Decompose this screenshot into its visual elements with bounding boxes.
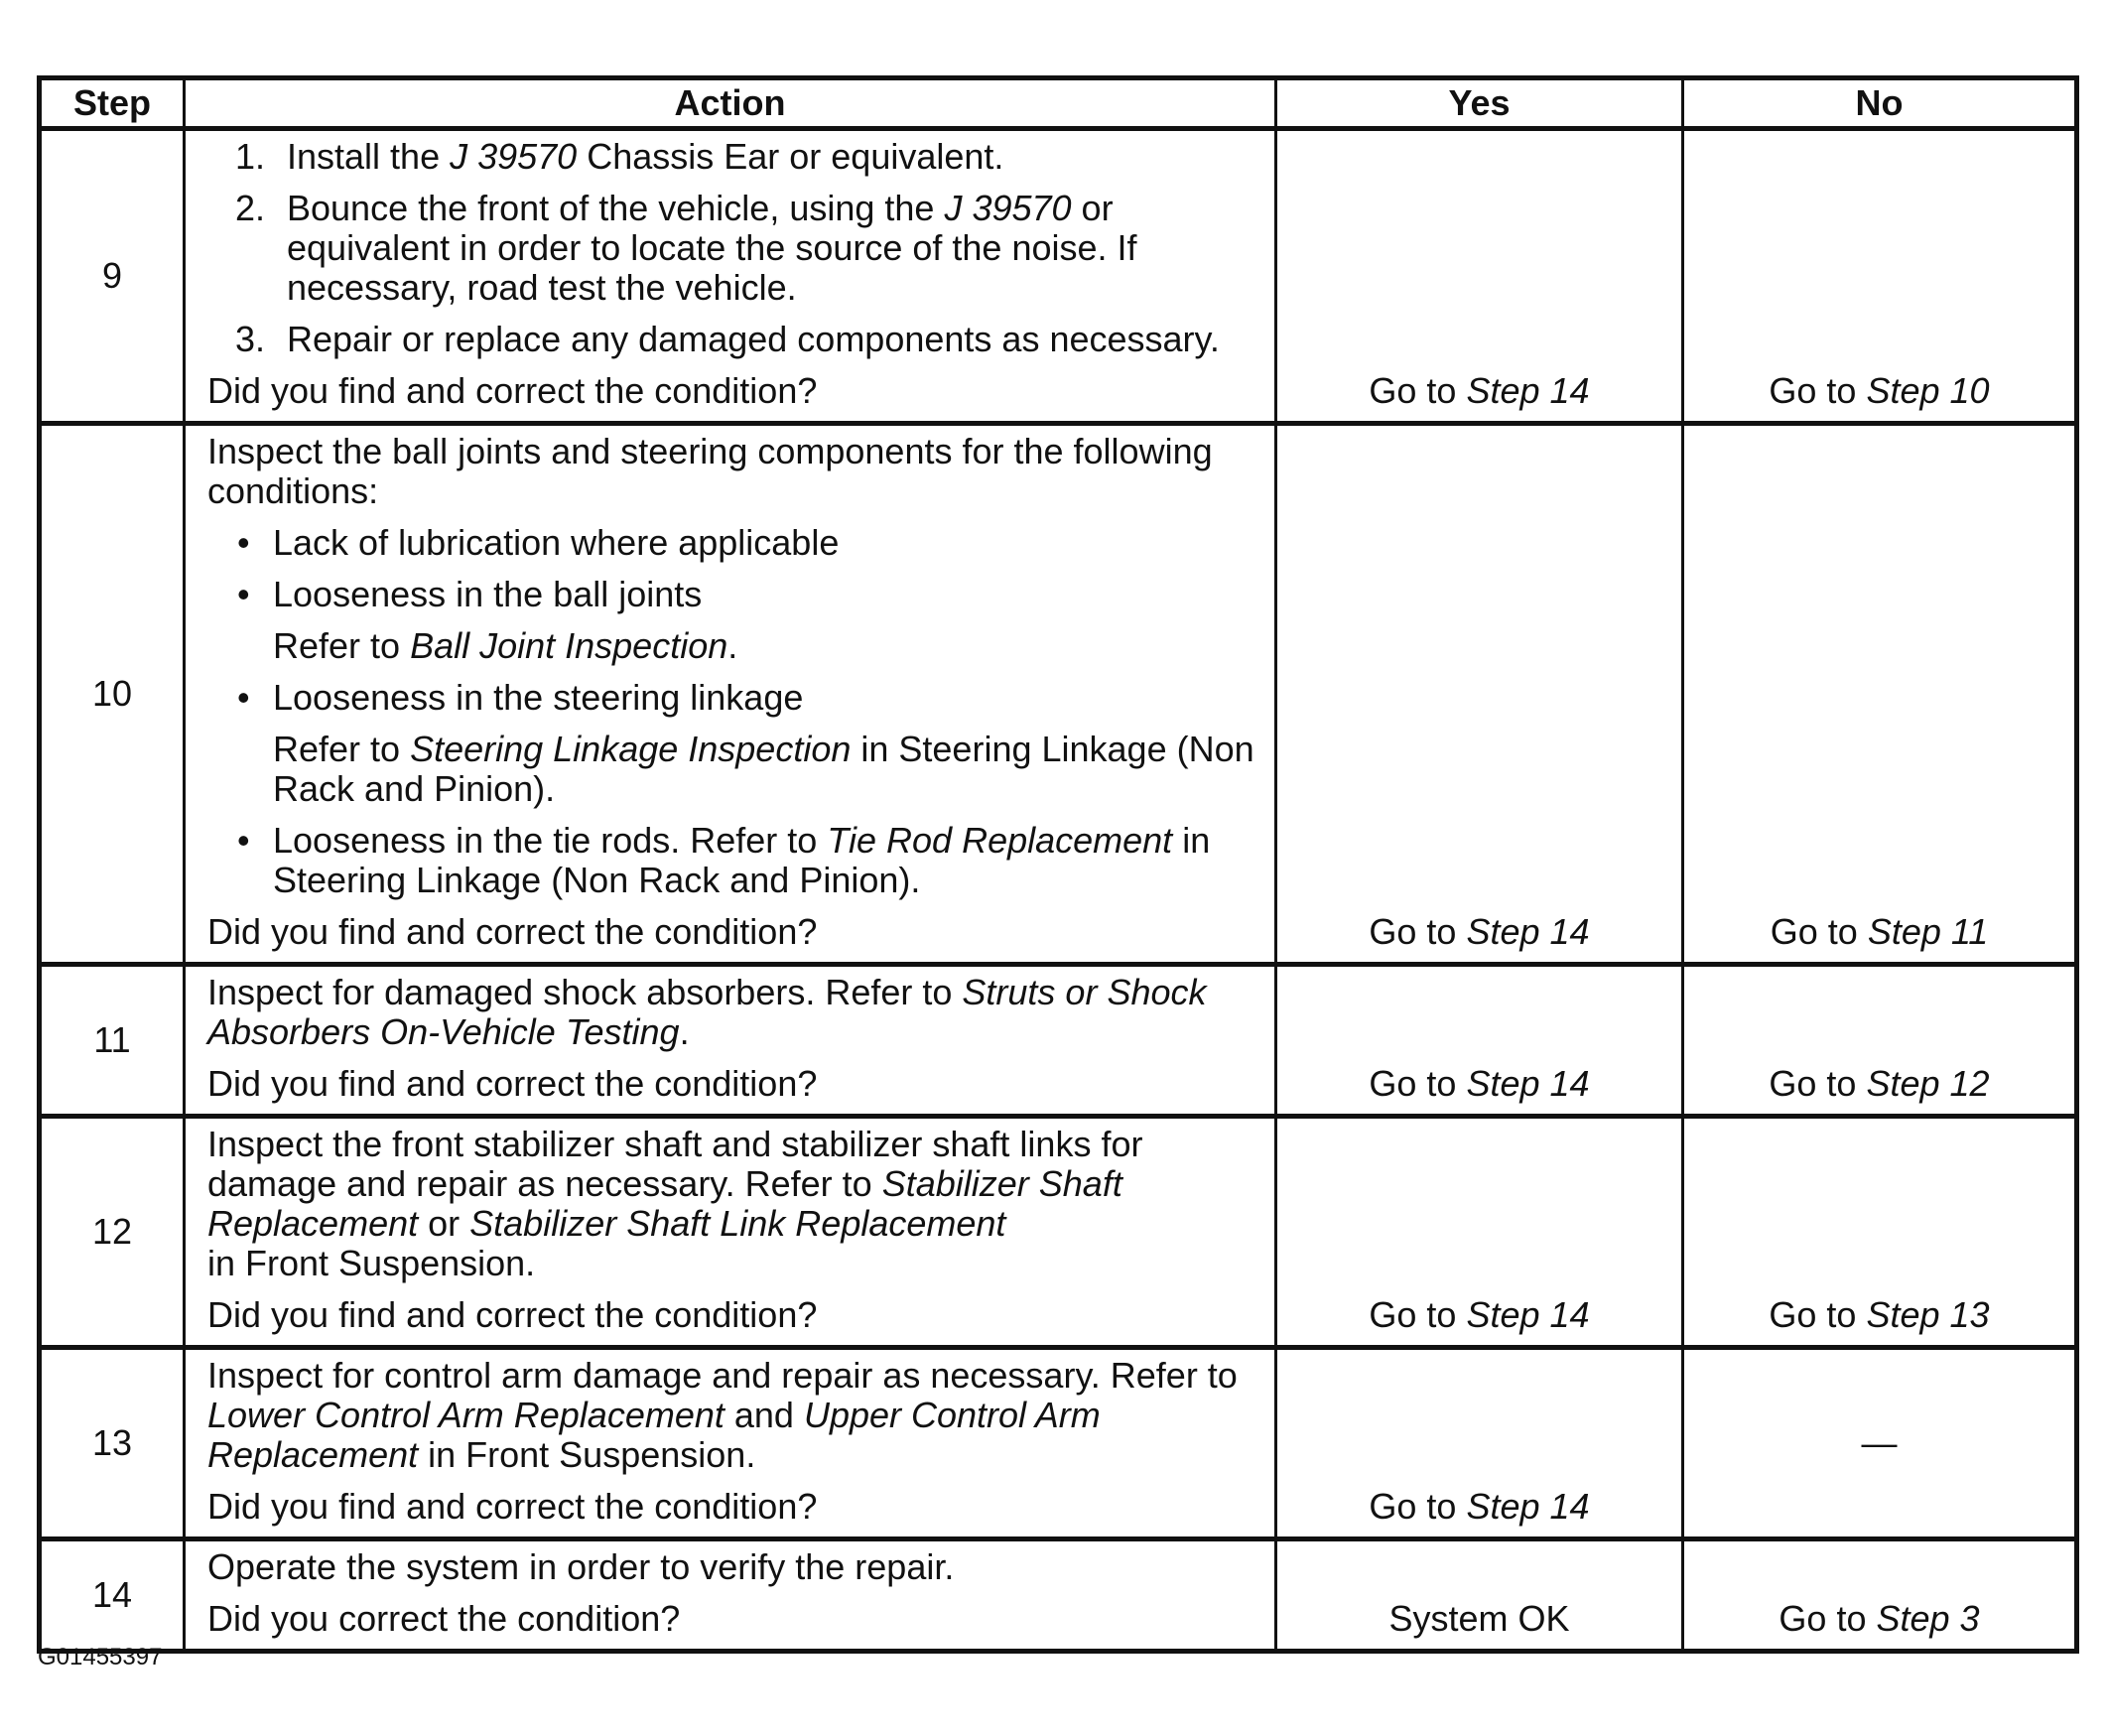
goto-prefix: Go to	[1369, 1063, 1467, 1104]
header-row	[40, 78, 2077, 129]
goto-prefix: Go to	[1369, 911, 1467, 952]
list-item	[207, 523, 1260, 563]
action-cell	[185, 129, 1276, 424]
procedure-link[interactable]: Stabilizer Shaft Replacement	[207, 1163, 1122, 1244]
intro-text: Inspect the ball joints and steering components for the following conditions:	[207, 431, 1213, 511]
reference-text	[207, 730, 1260, 809]
bullet-icon: •	[237, 820, 250, 861]
goto-prefix: Go to	[1779, 1598, 1877, 1639]
no-cell	[1683, 1539, 2077, 1652]
text-segment: or	[418, 1203, 470, 1244]
procedure-link[interactable]: Lower Control Arm Replacement	[207, 1395, 725, 1435]
yes-cell	[1276, 1348, 1683, 1539]
action-text: Operate the system in order to verify the repair.	[207, 1546, 955, 1587]
item-text: Lack of lubrication where applicable	[273, 522, 840, 563]
item-text: Looseness in the ball joints	[273, 574, 703, 614]
no-cell	[1683, 965, 2077, 1117]
list-item	[207, 189, 1260, 308]
table-row-step-13	[40, 1348, 2077, 1539]
list-item	[207, 821, 1260, 900]
yes-cell	[1276, 965, 1683, 1117]
header-action: Action	[185, 78, 1276, 129]
action-text	[207, 973, 1260, 1052]
step-link[interactable]: Step 14	[1466, 1063, 1590, 1104]
item-text: Chassis Ear or equivalent.	[577, 136, 1004, 177]
action-cell	[185, 1117, 1276, 1348]
question-text: Did you find and correct the condition?	[207, 911, 818, 952]
list-item	[207, 320, 1260, 359]
procedure-link[interactable]: Upper Control Arm Replacement	[207, 1395, 1101, 1475]
step-link[interactable]: Step 3	[1876, 1598, 1980, 1639]
item-text: Install the	[287, 136, 451, 177]
step-link[interactable]: Step 14	[1466, 1486, 1590, 1527]
action-cell	[185, 1348, 1276, 1539]
text-segment: in Front Suspension.	[418, 1434, 756, 1475]
action-cell	[185, 965, 1276, 1117]
step-link[interactable]: Step 14	[1466, 1294, 1590, 1335]
text-segment: Inspect for control arm damage and repair as necessary. Refer to	[207, 1355, 1238, 1396]
no-cell	[1683, 1117, 2077, 1348]
procedure-link[interactable]: Steering Linkage Inspection	[410, 729, 852, 769]
no-cell	[1683, 424, 2077, 965]
text-segment: .	[679, 1011, 690, 1052]
table-row-step-10	[40, 424, 2077, 965]
text-segment: Inspect for damaged shock absorbers. Refer to	[207, 972, 963, 1012]
step-link[interactable]: Step 12	[1866, 1063, 1990, 1104]
refer-prefix: Refer to	[273, 625, 411, 666]
header-yes: Yes	[1276, 78, 1683, 129]
list-item	[207, 137, 1260, 177]
item-number: 3.	[235, 319, 266, 359]
item-text: in Steering Linkage (Non Rack and Pinion).	[273, 820, 1211, 900]
step-number: 12	[40, 1117, 185, 1348]
goto-prefix: Go to	[1769, 1294, 1867, 1335]
procedure-link[interactable]: Ball Joint Inspection	[410, 625, 728, 666]
goto-prefix: Go to	[1770, 911, 1868, 952]
text-segment: in Front Suspension.	[207, 1243, 536, 1283]
item-number: 2.	[235, 188, 266, 228]
table-row-step-11	[40, 965, 2077, 1117]
procedure-link[interactable]: Stabilizer Shaft Link Replacement	[469, 1203, 1006, 1244]
item-text: Repair or replace any damaged components as necessary.	[287, 319, 1220, 359]
procedure-link[interactable]: Tie Rod Replacement	[827, 820, 1173, 861]
step-number: 10	[40, 424, 185, 965]
dash-placeholder: —	[1861, 1422, 1898, 1463]
list-item	[207, 575, 1260, 614]
refer-prefix: Refer to	[273, 729, 411, 769]
goto-prefix: Go to	[1369, 370, 1467, 411]
tool-reference: J 39570	[944, 188, 1072, 228]
header-step: Step	[40, 78, 185, 129]
goto-prefix: Go to	[1369, 1486, 1467, 1527]
header-no: No	[1683, 78, 2077, 129]
text-segment: and	[724, 1395, 804, 1435]
step-number: 14	[40, 1539, 185, 1652]
diagnostic-table	[37, 75, 2079, 1654]
question-text: Did you find and correct the condition?	[207, 1294, 818, 1335]
table-row-step-14	[40, 1539, 2077, 1652]
question-text: Did you find and correct the condition?	[207, 1063, 818, 1104]
step-link[interactable]: Step 11	[1867, 911, 1989, 952]
step-number: 13	[40, 1348, 185, 1539]
no-cell	[1683, 1348, 2077, 1539]
action-cell	[185, 1539, 1276, 1652]
yes-cell	[1276, 1117, 1683, 1348]
refer-suffix: in Steering Linkage (Non Rack and Pinion).	[273, 729, 1254, 809]
step-number: 11	[40, 965, 185, 1117]
bullet-icon: •	[237, 522, 250, 563]
step-link[interactable]: Step 14	[1466, 370, 1590, 411]
yes-cell	[1276, 129, 1683, 424]
question-text: Did you find and correct the condition?	[207, 370, 818, 411]
step-number: 9	[40, 129, 185, 424]
no-cell	[1683, 129, 2077, 424]
list-item	[207, 678, 1260, 718]
procedure-link[interactable]: Struts or Shock Absorbers On-Vehicle Testing	[207, 972, 1207, 1052]
question-text: Did you find and correct the condition?	[207, 1486, 818, 1527]
item-text: Bounce the front of the vehicle, using the	[287, 188, 945, 228]
action-cell	[185, 424, 1276, 965]
step-link[interactable]: Step 13	[1866, 1294, 1990, 1335]
tool-reference: J 39570	[450, 136, 578, 177]
goto-prefix: Go to	[1769, 1063, 1867, 1104]
bullet-icon: •	[237, 574, 250, 614]
step-link[interactable]: Step 14	[1466, 911, 1590, 952]
question-text: Did you correct the condition?	[207, 1598, 681, 1639]
table-row-step-9	[40, 129, 2077, 424]
item-text: Looseness in the steering linkage	[273, 677, 804, 718]
step-link[interactable]: Step 10	[1866, 370, 1990, 411]
reference-text	[207, 626, 1260, 666]
figure-id: G01455397	[38, 1644, 163, 1670]
bullet-icon: •	[237, 677, 250, 718]
item-text: or equivalent in order to locate the source of the noise. If necessary, road test the vehicle.	[287, 188, 1137, 308]
action-text	[207, 1125, 1260, 1283]
item-text: Looseness in the tie rods. Refer to	[273, 820, 828, 861]
table-row-step-12	[40, 1117, 2077, 1348]
yes-cell: System OK	[1276, 1539, 1683, 1652]
goto-prefix: Go to	[1369, 1294, 1467, 1335]
goto-prefix: Go to	[1769, 370, 1867, 411]
yes-cell	[1276, 424, 1683, 965]
item-number: 1.	[235, 136, 266, 177]
text-segment: Inspect the front stabilizer shaft and stabilizer shaft links for damage and repair as necessary. Refer to	[207, 1124, 1143, 1204]
refer-suffix: .	[727, 625, 738, 666]
action-text	[207, 1356, 1260, 1475]
